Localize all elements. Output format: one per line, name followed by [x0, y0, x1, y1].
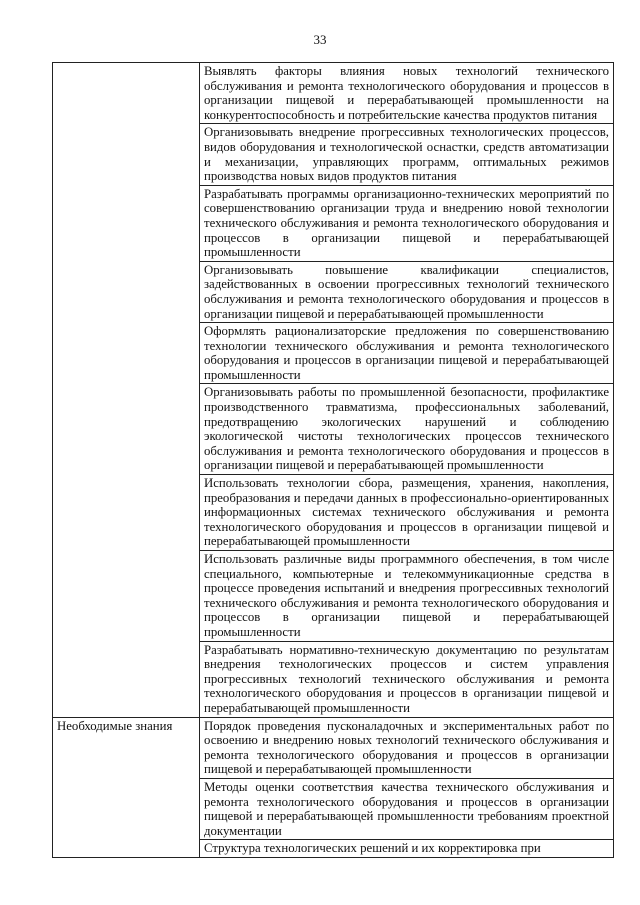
knowledge-item: Методы оценки соответствия качества технического обслуживания и ремонта технологического оборудования и процессов в организации пищевой и перерабатывающей промышленности требованиям проектной документации [200, 778, 614, 839]
skill-item: Оформлять рационализаторские предложения по совершенствованию технологии технического обслуживания и ремонта технологического оборудования и процессов в организации пищевой и перерабатывающей промышленности [200, 323, 614, 384]
knowledge-item: Структура технологических решений и их корректировка при [200, 840, 614, 858]
skill-item: Организовывать повышение квалификации специалистов, задействованных в освоении прогрессивных технологий технического обслуживания и ремонта технологического оборудования и процессов в организации пищевой и перерабатывающей промышленности [200, 261, 614, 322]
requirements-table [52, 62, 614, 858]
table-row [53, 717, 614, 778]
skill-item: Выявлять факторы влияния новых технологий технического обслуживания и ремонта технологического оборудования и процессов в организации пищевой и перерабатывающей промышленности на конкурентоспособность и потребительские качества продуктов питания [200, 63, 614, 124]
knowledge-label-cell: Необходимые знания [53, 717, 200, 857]
table-row [53, 63, 614, 124]
skill-item: Разрабатывать программы организационно-технических мероприятий по совершенствованию организации труда и внедрению новой технологии технического обслуживания и ремонта технологического оборудования и процессов в организации пищевой и перерабатывающей промышленности [200, 185, 614, 261]
knowledge-item: Порядок проведения пусконаладочных и экспериментальных работ по освоению и внедрению новых технологий технического обслуживания и ремонта технологического оборудования и процессов в организации пищевой и перерабатывающей промышленности [200, 717, 614, 778]
skill-item: Разрабатывать нормативно-техническую документацию по результатам внедрения технологических процессов и систем управления прогрессивных технологий технического обслуживания и ремонта технологического оборудования и процессов в организации пищевой и перерабатывающей промышленности [200, 641, 614, 717]
requirements-table-body [53, 63, 614, 858]
skill-item: Организовывать внедрение прогрессивных технологических процессов, видов оборудования и технологической оснастки, средств автоматизации и механизации, управляющих программ, оптимальных режимов производства новых видов продуктов питания [200, 124, 614, 185]
skills-label-cell [53, 63, 200, 718]
skill-item: Организовывать работы по промышленной безопасности, профилактике производственного травматизма, профессиональных заболеваний, предотвращению экологических нарушений и соблюдению экологической чистоты технологических процессов технического обслуживания и ремонта технологического оборудования и процессов в организации пищевой и перерабатывающей промышленности [200, 384, 614, 475]
skill-item: Использовать технологии сбора, размещения, хранения, накопления, преобразования и передачи данных в профессионально-ориентированных информационных системах технического обслуживания и ремонта технологического оборудования и процессов в организации пищевой и перерабатывающей промышленности [200, 475, 614, 551]
page-number: 33 [313, 32, 327, 47]
skill-item: Использовать различные виды программного обеспечения, в том числе специального, компьютерные и телекоммуникационные средства в процессе проведения испытаний и внедрения прогрессивных технологий технического обслуживания и ремонта технологического оборудования и процессов в организации пищевой и перерабатывающей промышленности [200, 551, 614, 642]
